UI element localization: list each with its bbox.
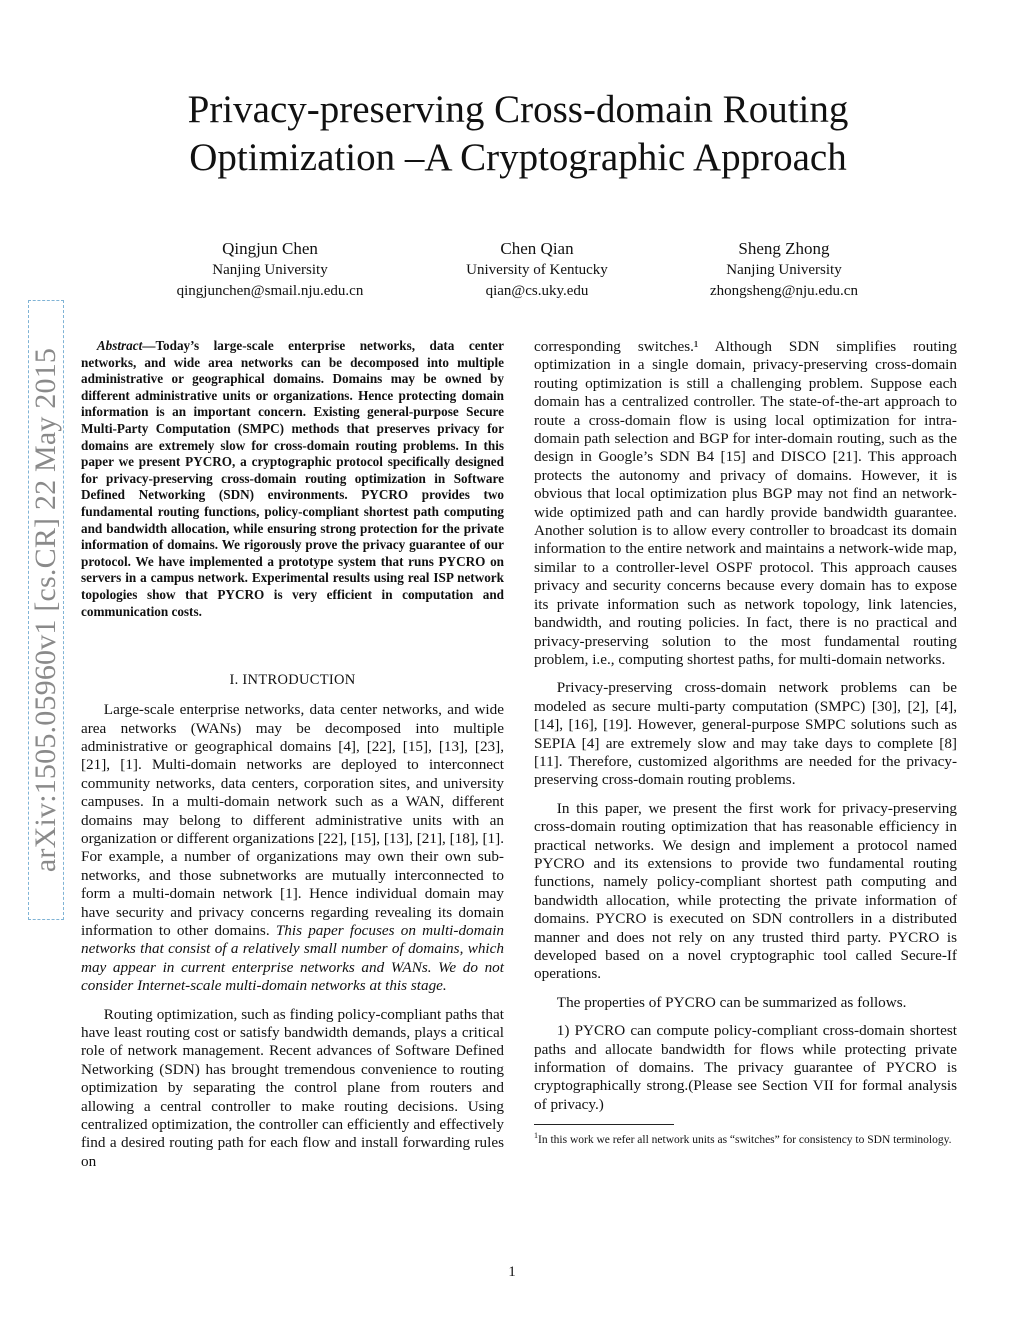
- author-affiliation: Nanjing University: [212, 262, 328, 278]
- footnote-mark: 1: [534, 1131, 538, 1141]
- page-number: 1: [508, 1264, 516, 1280]
- footnote: [534, 1129, 957, 1147]
- paragraph: [81, 701, 504, 996]
- abstract: [81, 338, 504, 620]
- author-affiliation: Nanjing University: [726, 262, 842, 278]
- author-email: qingjunchen@smail.nju.edu.cn: [176, 283, 364, 299]
- paragraph: In this paper, we present the first work for privacy-preserving cross-domain routing optimization that has reasonable efficiency in practical networks. We design and implement a protocol named PYCRO and its extensions to provide two fundamental routing functions, namely policy-compliant shortest path computing and bandwidth allocation, while protecting the private information of domains. PYCRO is executed on SDN controllers in a distributed manner and does not rely on any trusted third party. PYCRO is developed based on a novel cryptographic tool called Secure-If operations.: [534, 799, 957, 983]
- author-block: [120, 238, 420, 302]
- author-name: Qingjun Chen: [222, 239, 318, 258]
- paragraph-italic-text: This paper focuses on multi-domain networks that consist of a relatively small number of domains, which may appear in current enterprise networks and WANs. We do not consider Internet-scale multi-domain networks at this stage.: [81, 921, 505, 995]
- paragraph: Routing optimization, such as finding policy-compliant paths that have least routing cost or satisfy bandwidth demands, plays a critical role of network management. Recent advances of Software Defined Networking (SDN) has brought tremendous convenience to routing optimization by separating the control plane from routers and allowing a central controller to make routing decisions. Using centralized optimization, the controller can efficiently and effectively find a desired routing path for each flow and install forwarding rules on: [81, 1005, 504, 1170]
- right-column: [534, 338, 957, 1147]
- paragraph: Privacy-preserving cross-domain network problems can be modeled as secure multi-party computation (SMPC) [30], [2], [4], [14], [16], [19]. However, general-purpose SMPC solutions such as SEPIA [4] are extremely slow and may take days to complete [8] [11]. Therefore, customized algorithms are needed for the privacy-preserving cross-domain routing problems.: [534, 679, 957, 789]
- author-email: zhongsheng@nju.edu.cn: [710, 283, 858, 299]
- paragraph: corresponding switches.¹ Although SDN simplifies routing optimization in a single domain, privacy-preserving cross-domain routing optimization is still a challenging problem. Suppose each domain has a centralized controller. The state-of-the-art approach to route a cross-domain flow is using local optimization for intra-domain path selection and BGP for inter-domain routing, such as the design in Google’s SDN B4 [15] and DISCO [21]. This approach protects the autonomy and privacy of domains. However, it is obvious that local optimization plus BGP may not find an network-wide optimized path and can hardly provide bandwidth guarantee. Another solution is to allow every controller to broadcast its domain information to the entire network and maintains a network-wide map, similar to a controller-level OSPF protocol. This approach causes privacy and security concerns because every domain has to expose its private information such as network topology, link latencies, bandwidth, and routing policies. In fact, there is no practical and privacy-preserving solution to the most fundamental routing problem, i.e., computing shortest paths, for multi-domain networks.: [534, 338, 957, 668]
- author-block: [634, 238, 934, 302]
- abstract-label: Abstract: [96, 338, 143, 353]
- title-line-1: Privacy-preserving Cross-domain Routing: [187, 88, 849, 131]
- paragraph: The properties of PYCRO can be summarized as follows.: [556, 993, 907, 1011]
- arxiv-stamp: [28, 300, 64, 920]
- paragraph-text: Large-scale enterprise networks, data center networks, and wide area networks (WANs) may be decomposed into multiple administrative or geographical domains [4], [22], [15], [13], [23], [21], [1]. Multi-domain networks are deployed to interconnect community networks, data centers, corporation sites, and university campuses. In a multi-domain network such as a WAN, different domains may belong to different administrative units with an organization or different organizations [22], [15], [13], [21], [18], [1]. For example, a number of organizations may own their own sub-networks, and those subnetworks are mutually interconnected to form a multi-domain network [1]. Hence individual domain may have security and privacy concerns regarding revealing its domain information to other domains.: [81, 701, 505, 939]
- arxiv-identifier: arXiv:1505.05960v1 [cs.CR] 22 May 2015: [29, 347, 62, 873]
- footnote-divider: [534, 1124, 674, 1125]
- author-name: Chen Qian: [500, 239, 574, 258]
- abstract-text: —Today’s large-scale enterprise networks, data center networks, and wide area networks can be decomposed into multiple administrative or geographical domains. Domains may be owned by different administrative units or organizations. Hence protecting domain information is an important concern. Existing general-purpose Secure Multi-Party Computation (SMPC) methods that preserves privacy for domains are extremely slow for cross-domain routing problems. In this paper we present PYCRO, a cryptographic protocol specifically designed for privacy-preserving cross-domain routing optimization in Software Defined Networking (SDN) environments. PYCRO provides two fundamental routing functions, policy-compliant shortest path computing and bandwidth allocation, while ensuring strong protection for the private information of domains. We rigorously prove the privacy guarantee of our protocol. We have implemented a prototype system that runs PYCRO on servers in a campus network. Experimental results using real ISP network topologies show that PYCRO is very efficient in computation and communication costs.: [81, 338, 504, 619]
- author-name: Sheng Zhong: [738, 239, 830, 258]
- paragraph: 1) PYCRO can compute policy-compliant cross-domain shortest paths and allocate bandwidth for flows while protecting private information of domains. The privacy guarantee of PYCRO is cryptographically strong.(Please see Section VII for formal analysis of privacy.): [534, 1022, 957, 1113]
- paper-title: [100, 86, 936, 182]
- left-column: [81, 338, 504, 1171]
- section-heading: I. INTRODUCTION: [229, 672, 356, 689]
- author-affiliation: University of Kentucky: [466, 262, 608, 278]
- title-line-2: Optimization –A Cryptographic Approach: [189, 136, 847, 179]
- author-email: qian@cs.uky.edu: [485, 283, 589, 299]
- footnote-text: In this work we refer all network units as “switches” for consistency to SDN terminology.: [538, 1134, 952, 1147]
